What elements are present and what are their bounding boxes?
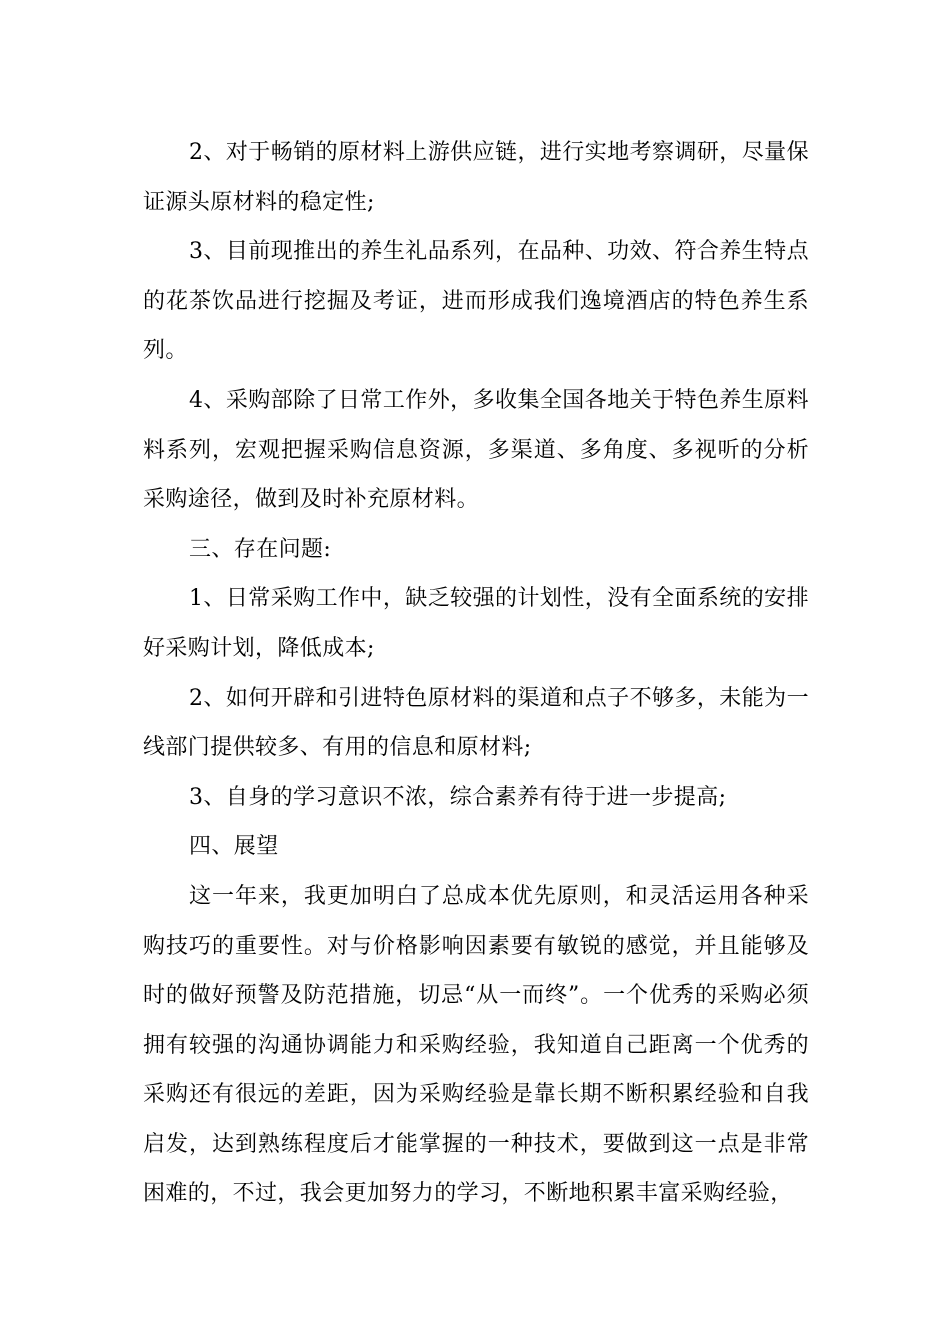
paragraph-purchasing-info: 4、采购部除了日常工作外，多收集全国各地关于特色养生原料料系列，宏观把握采购信息资源，多渠道、多角度、多视听的分析采购途径，做到及时补充原材料。: [143, 387, 809, 513]
section-heading-problems: 三、存在问题:: [189, 536, 332, 562]
paragraph-problem-channels: 2、如何开辟和引进特色原材料的渠道和点子不够多，未能为一线部门提供较多、有用的信息和原材料;: [143, 685, 809, 761]
paragraph-health-gift-series: 3、目前现推出的养生礼品系列，在品种、功效、符合养生特点的花茶饮品进行挖掘及考证，进而形成我们逸境酒店的特色养生系列。: [143, 239, 809, 364]
section-heading-outlook: 四、展望: [189, 834, 279, 860]
document-body: [143, 128, 809, 1219]
paragraph-problem-learning: 3、自身的学习意识不浓，综合素养有待于进一步提高;: [189, 784, 727, 810]
paragraph-problem-planning: 1、日常采购工作中，缺乏较强的计划性，没有全面系统的安排好采购计划，降低成本;: [143, 586, 809, 661]
paragraph-outlook: 这一年来，我更加明白了总成本优先原则，和灵活运用各种采购技巧的重要性。对与价格影响因素要有敏锐的感觉，并且能够及时的做好预警及防范措施，切忌“从一而终”。一个优秀的采购必须拥有较强的沟通协调能力和采购经验，我知道自己距离一个优秀的采购还有很远的差距，因为采购经验是靠长期不断积累经验和自我启发，达到熟练程度后才能掌握的一种技术，要做到这一点是非常困难的，不过，我会更加努力的学习，不断地积累丰富采购经验，: [143, 883, 809, 1207]
paragraph-supply-chain: 2、对于畅销的原材料上游供应链，进行实地考察调研，尽量保证源头原材料的稳定性;: [143, 140, 809, 215]
